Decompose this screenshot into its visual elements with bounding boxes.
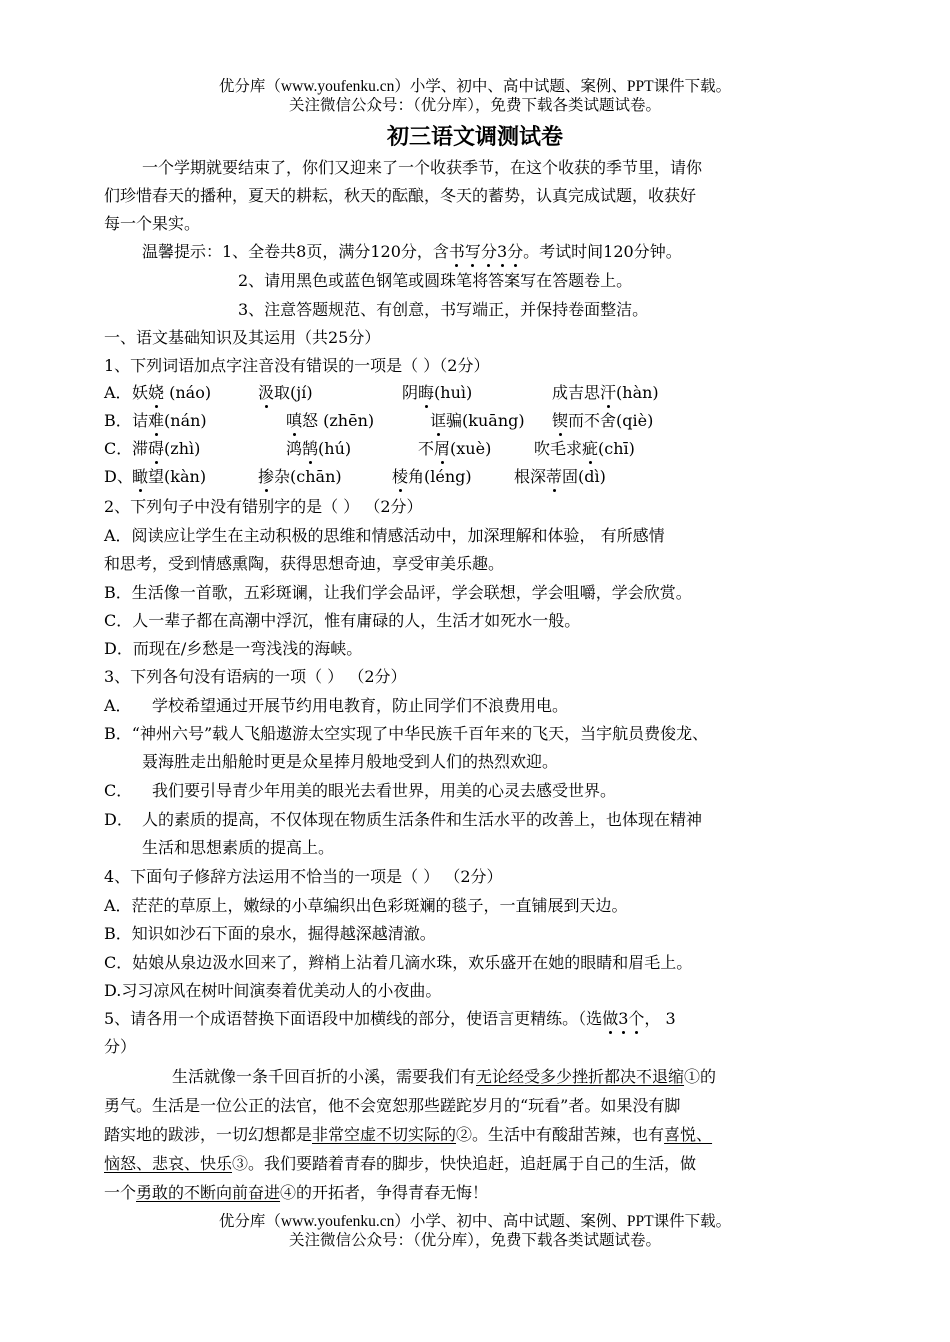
underlined-phrase-3b: 恼怒、悲哀、快乐 — [104, 1154, 233, 1173]
intro-line-3: 每一个果实。 — [104, 214, 201, 233]
footer-line-1: 优分库（www.youfenku.cn）小学、初中、高中试题、案例、PPT课件下载。 — [218, 1213, 732, 1230]
footer-line-2: 关注微信公众号：（优分库），免费下载各类试题试卷。 — [288, 1232, 661, 1249]
q2-stem: 2、下列句子中没有错别字的是（ ） （2分） — [104, 497, 423, 516]
header-line-1: 优分库（www.youfenku.cn）小学、初中、高中试题、案例、PPT课件下载。 — [218, 78, 732, 95]
q2-option-c: C．人一辈子都在高潮中浮沉，惟有庸碌的人，生活才如死水一般。 — [104, 611, 581, 630]
q1-stem: 1、下列词语加点字注音没有错误的一项是（ ）（2分） — [104, 356, 490, 375]
q1-d-word-4: 根深蒂固(dì) — [514, 467, 606, 486]
q1-a-word-2: 汲取(jí) — [258, 383, 313, 402]
q1-c-word-2: 鸿鹄(hú) — [286, 439, 352, 458]
q3-option-b-line-1: B．“神州六号”载人飞船遨游太空实现了中华民族千百年来的飞天，当宇航员费俊龙、 — [104, 724, 709, 743]
emphasis-char: 书 — [448, 242, 465, 261]
q1-b-word-1: 诘难(nán) — [132, 411, 207, 430]
q5-stem: 5、请各用一个成语替换下面语段中加横线的部分，使语言更精练。（选做3个， 3 — [104, 1009, 676, 1028]
q2-option-a-line-1: A．阅读应让学生在主动积极的思维和情感活动中，加深理解和体验， 有所感情 — [104, 526, 665, 545]
option-label: A． — [104, 383, 132, 402]
q3-option-d-line-2: 生活和思想素质的提高上。 — [142, 838, 335, 857]
q2-option-d: D．而现在/乡愁是一弯浅浅的海峡。 — [104, 639, 363, 658]
q2-option-b: B．生活像一首歌，五彩斑谰，让我们学会品评，学会联想，学会咀嚼，学会欣赏。 — [104, 583, 692, 602]
q1-a-word-1: 妖娆 (náo) — [132, 383, 212, 402]
q3-option-c: 我们要引导青少年用美的眼光去看世界，用美的心灵去感受世界。 — [152, 781, 617, 800]
tip-1-text: 温馨提示：1、全卷共8页，满分120分，含 — [142, 242, 449, 261]
emphasis-char: 写 — [464, 242, 481, 261]
option-label: D． — [104, 810, 133, 829]
emphasis-char: 个 — [628, 1009, 645, 1028]
emphasis-char: 3 — [496, 242, 508, 261]
q5-stem-line-2: 分） — [104, 1037, 137, 1056]
emphasis-char: 3 — [618, 1009, 629, 1028]
q1-d-word-3: 棱角(léng) — [392, 467, 472, 486]
q5-passage-line-2: 勇气。生活是一位公正的法官，他不会宽恕那些蹉跎岁月的“玩看”者。如果没有脚 — [104, 1096, 681, 1115]
q5-passage-line-3: 踏实地的跋涉，一切幻想都是非常空虚不切实际的②。生活中有酸甜苦辣，也有喜悦、 — [104, 1125, 713, 1144]
underlined-phrase-3a: 喜悦、 — [664, 1125, 713, 1144]
q5-passage-line-1: 生活就像一条千回百折的小溪，需要我们有无论经受多少挫折都决不退缩①的 — [172, 1067, 717, 1086]
q2-option-a-line-2: 和思考，受到情感熏陶，获得思想奇迪，享受审美乐趣。 — [104, 554, 505, 573]
q4-option-c: C．姑娘从泉边汲水回来了，辫梢上沾着几滴水珠，欢乐盛开在她的眼睛和眉毛上。 — [104, 953, 693, 972]
option-label: A． — [104, 696, 132, 715]
q4-option-d: D.习习凉风在树叶间演奏着优美动人的小夜曲。 — [104, 981, 442, 1000]
q1-c-word-1: 滞碍(zhì) — [132, 439, 201, 458]
intro-line-1: 一个学期就要结束了，你们又迎来了一个收获季节，在这个收获的季节里，请你 — [142, 158, 703, 177]
q3-stem: 3、下列各句没有语病的一项（ ） （2分） — [104, 667, 407, 686]
q5-passage-line-5: 一个勇敢的不断向前奋进④的开拓者，争得青春无悔！ — [104, 1183, 489, 1202]
section-1-heading: 一、语文基础知识及其运用（共25分） — [104, 328, 381, 347]
emphasis-char: 分 — [507, 242, 524, 261]
emphasis-char: 做 — [602, 1009, 619, 1028]
tip-3: 3、注意答题规范、有创意，书写端正，并保持卷面整洁。 — [238, 300, 649, 319]
underlined-phrase-4: 勇敢的不断向前奋进 — [136, 1183, 281, 1202]
q3-option-b-line-2: 聂海胜走出船舱时更是众星捧月般地受到人们的热烈欢迎。 — [142, 752, 559, 771]
underlined-phrase-1: 无论经受多少挫折都决不退缩 — [476, 1067, 685, 1086]
header-line-2: 关注微信公众号：（优分库），免费下载各类试题试卷。 — [288, 97, 661, 114]
q5-passage-line-4: 恼怒、悲哀、快乐③。我们要踏着青春的脚步，快快追赶，追赶属于自己的生活，做 — [104, 1154, 697, 1173]
q1-d-word-2: 掺杂(chān) — [258, 467, 342, 486]
q1-b-word-4: 锲而不舍(qiè) — [552, 411, 654, 430]
q1-c-word-3: 不屑(xuè) — [418, 439, 492, 458]
q1-a-word-4: 成吉思汗(hàn) — [552, 383, 659, 402]
page-title: 初三语文调测试卷 — [386, 124, 563, 150]
tip-1-text-end: 。考试时间120分钟。 — [523, 242, 682, 261]
option-label: B． — [104, 411, 132, 430]
q4-option-b: B．知识如沙石下面的泉水，掘得越深越清澈。 — [104, 924, 436, 943]
option-label: D、 — [104, 467, 133, 486]
emphasis-char: 分 — [480, 242, 497, 261]
option-label: C． — [104, 439, 133, 458]
q1-b-word-2: 嗔怒 (zhēn) — [286, 411, 375, 430]
q1-b-word-3: 诓骗(kuāng) — [430, 411, 525, 430]
q3-option-a: 学校希望通过开展节约用电教育，防止同学们不浪费用电。 — [152, 696, 569, 715]
underlined-phrase-2: 非常空虚不切实际的 — [312, 1125, 457, 1144]
option-label: C． — [104, 781, 133, 800]
tip-2: 2、请用黑色或蓝色钢笔或圆珠笔将答案写在答题卷上。 — [238, 271, 633, 290]
q3-option-d-line-1: 人的素质的提高，不仅体现在物质生活条件和生活水平的改善上，也体现在精神 — [142, 810, 703, 829]
intro-line-2: 们珍惜春天的播种，夏天的耕耘，秋天的酝酿，冬天的蓄势，认真完成试题，收获好 — [104, 186, 697, 205]
q1-d-word-1: 瞰望(kàn) — [132, 467, 207, 486]
q4-option-a: A．茫茫的草原上，嫩绿的小草编织出色彩斑斓的毯子，一直铺展到天边。 — [104, 896, 628, 915]
q1-a-word-3: 阴晦(huì) — [402, 383, 473, 402]
q4-stem: 4、下面句子修辞方法运用不恰当的一项是（ ） （2分） — [104, 867, 503, 886]
tip-1 — [142, 241, 682, 263]
q1-c-word-4: 吹毛求疵(chī) — [534, 439, 635, 458]
